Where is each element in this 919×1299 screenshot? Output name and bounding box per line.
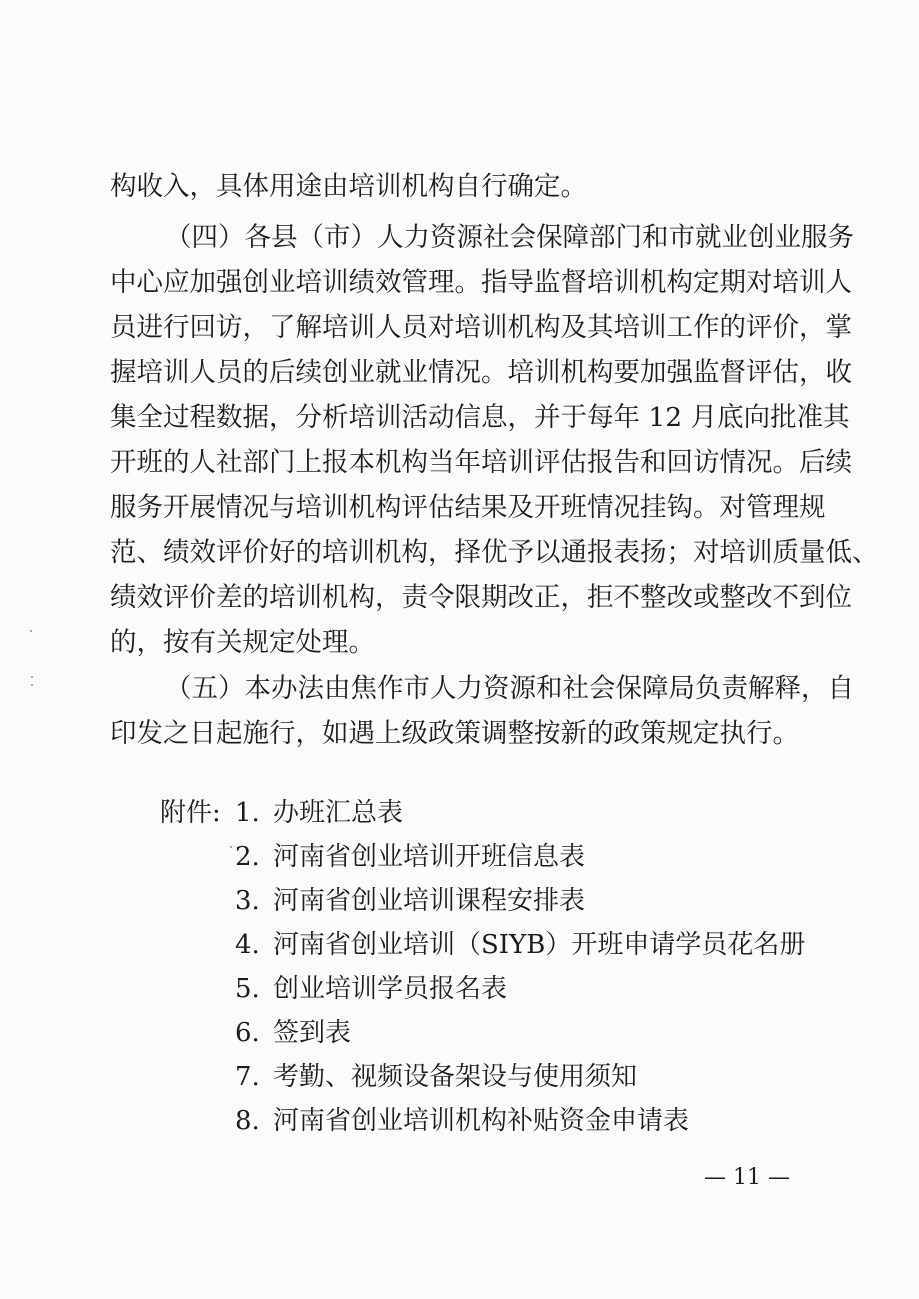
attachments-label: 附件: bbox=[160, 798, 221, 828]
attachment-number: 7. bbox=[235, 1062, 260, 1092]
attachment-title: 签到表 bbox=[273, 1018, 352, 1048]
body-line-12: （五）本办法由焦作市人力资源和社会保障局负责解释，自 bbox=[165, 673, 854, 704]
body-line-6: 集全过程数据，分析培训活动信息，并于每年 12 月底向批准其 bbox=[110, 402, 850, 433]
attachment-item bbox=[235, 928, 805, 962]
attachment-item bbox=[235, 884, 585, 918]
scan-speck bbox=[31, 676, 33, 678]
body-line-7: 开班的人社部门上报本机构当年培训评估报告和回访情况。后续 bbox=[110, 447, 852, 478]
body-line-8: 服务开展情况与培训机构评估结果及开班情况挂钩。对管理规 bbox=[110, 492, 826, 523]
body-line-3: 中心应加强创业培训绩效管理。指导监督培训机构定期对培训人 bbox=[110, 267, 852, 298]
attachment-number: 6. bbox=[235, 1018, 260, 1048]
body-line-5: 握培训人员的后续创业就业情况。培训机构要加强监督评估，收 bbox=[110, 357, 852, 388]
attachment-number: 2. bbox=[235, 842, 260, 872]
attachment-item bbox=[235, 1016, 351, 1050]
page-number: — 11 — bbox=[704, 1165, 790, 1190]
scan-speck bbox=[230, 846, 232, 848]
body-line-1: 构收入，具体用途由培训机构自行确定。 bbox=[110, 171, 587, 202]
attachment-item bbox=[235, 1060, 637, 1094]
body-line-4: 员进行回访，了解培训人员对培训机构及其培训工作的评价，掌 bbox=[110, 312, 852, 343]
attachment-title: 考勤、视频设备架设与使用须知 bbox=[273, 1062, 638, 1092]
attachment-title: 河南省创业培训开班信息表 bbox=[273, 842, 586, 872]
attachment-item bbox=[235, 796, 403, 830]
attachment-number: 3. bbox=[235, 886, 260, 916]
scan-speck bbox=[30, 630, 32, 632]
attachment-number: 5. bbox=[235, 974, 260, 1004]
attachment-item bbox=[235, 840, 585, 874]
attachment-item bbox=[235, 1104, 689, 1138]
attachment-number: 1. bbox=[235, 798, 260, 828]
body-line-10: 绩效评价差的培训机构，责令限期改正，拒不整改或整改不到位 bbox=[110, 582, 852, 613]
attachment-title: 河南省创业培训机构补贴资金申请表 bbox=[273, 1106, 690, 1136]
attachment-title: 创业培训学员报名表 bbox=[273, 974, 508, 1004]
attachment-title: 河南省创业培训课程安排表 bbox=[273, 886, 586, 916]
body-line-13: 印发之日起施行，如遇上级政策调整按新的政策规定执行。 bbox=[110, 718, 799, 749]
attachment-item bbox=[235, 972, 507, 1006]
scan-speck bbox=[31, 684, 33, 686]
attachment-number: 4. bbox=[235, 930, 260, 960]
body-line-2: （四）各县（市）人力资源社会保障部门和市就业创业服务 bbox=[165, 222, 854, 253]
attachment-title: 办班汇总表 bbox=[273, 798, 404, 828]
body-line-11: 的，按有关规定处理。 bbox=[110, 627, 375, 658]
body-line-9: 范、绩效评价好的培训机构，择优予以通报表扬；对培训质量低、 bbox=[110, 537, 879, 568]
attachment-title: 河南省创业培训（SIYB）开班申请学员花名册 bbox=[273, 930, 806, 960]
attachment-number: 8. bbox=[235, 1106, 260, 1136]
